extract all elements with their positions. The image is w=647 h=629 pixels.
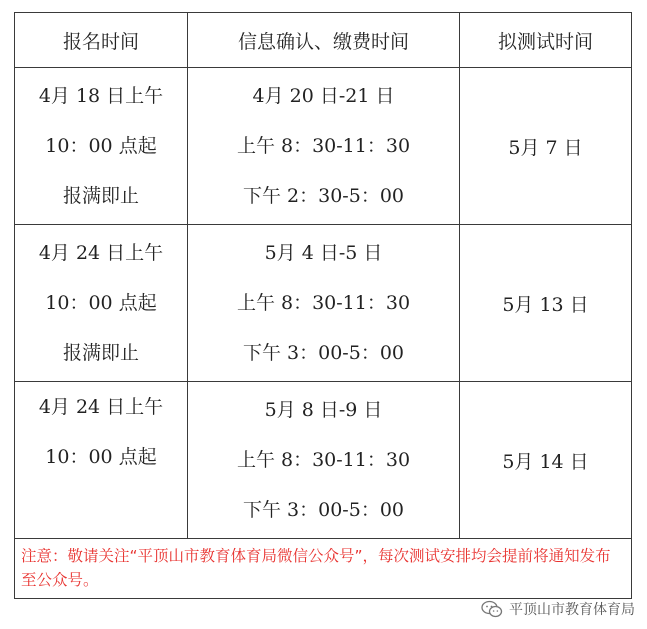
table-row <box>15 68 632 225</box>
header-row <box>15 13 632 68</box>
registration-cell <box>15 68 188 225</box>
note-text: 注意：敬请关注“平顶山市教育体育局微信公众号”，每次测试安排均会提前将通知发布至公众号。 <box>15 539 632 599</box>
header-registration-time: 报名时间 <box>15 13 188 68</box>
confirmation-dates: 5月 8 日-9 日 <box>264 399 383 421</box>
registration-end: 报满即止 <box>62 185 139 207</box>
note-row <box>15 539 632 599</box>
header-test-time: 拟测试时间 <box>460 13 632 68</box>
schedule-table <box>14 12 632 599</box>
wechat-icon <box>481 600 503 618</box>
registration-date: 4月 18 日上午 <box>38 85 164 107</box>
confirmation-afternoon: 下午 3：00-5：00 <box>243 342 404 364</box>
table-row <box>15 382 632 539</box>
test-date-cell: 5月 13 日 <box>460 225 632 382</box>
confirmation-afternoon: 下午 3：00-5：00 <box>243 499 404 521</box>
confirmation-morning: 上午 8：30-11：30 <box>236 449 411 471</box>
confirmation-cell <box>188 68 460 225</box>
registration-date: 4月 24 日上午 <box>38 396 164 418</box>
confirmation-cell <box>188 382 460 539</box>
footer-source-name: 平顶山市教育体育局 <box>509 602 635 618</box>
registration-end: 报满即止 <box>62 342 139 364</box>
confirmation-morning: 上午 8：30-11：30 <box>236 135 411 157</box>
confirmation-afternoon: 下午 2：30-5：00 <box>243 185 404 207</box>
test-date-cell: 5月 7 日 <box>460 68 632 225</box>
header-confirmation-time: 信息确认、缴费时间 <box>188 13 460 68</box>
confirmation-cell <box>188 225 460 382</box>
registration-date: 4月 24 日上午 <box>38 242 164 264</box>
confirmation-morning: 上午 8：30-11：30 <box>236 292 411 314</box>
confirmation-dates: 5月 4 日-5 日 <box>264 242 383 264</box>
test-date-cell: 5月 14 日 <box>460 382 632 539</box>
registration-start: 10：00 点起 <box>45 135 157 157</box>
source-footer <box>481 599 635 619</box>
registration-start: 10：00 点起 <box>45 446 157 468</box>
table-row <box>15 225 632 382</box>
registration-cell <box>15 382 188 539</box>
confirmation-dates: 4月 20 日-21 日 <box>252 85 395 107</box>
registration-cell <box>15 225 188 382</box>
registration-start: 10：00 点起 <box>45 292 157 314</box>
